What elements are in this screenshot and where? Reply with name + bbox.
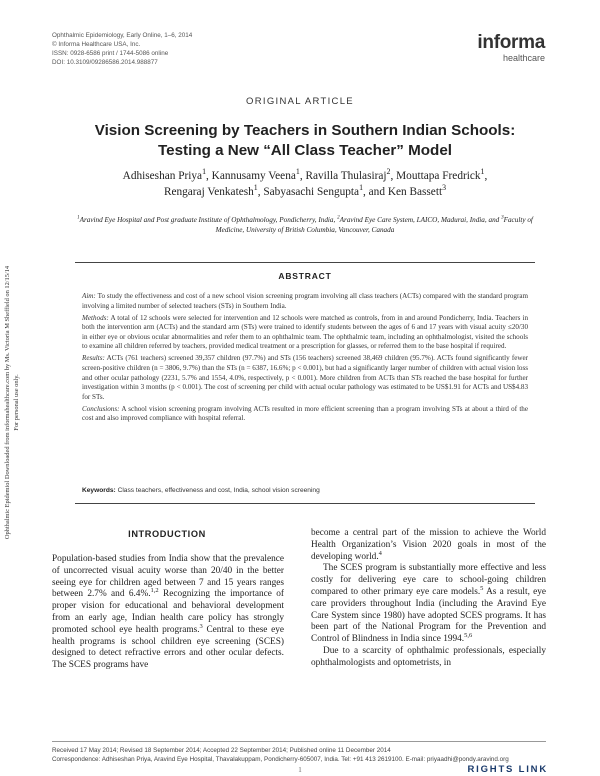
publisher-sub: healthcare bbox=[502, 53, 545, 63]
keywords bbox=[82, 487, 528, 494]
citation-ref: 5,6 bbox=[464, 632, 473, 640]
citation-ref: 3 bbox=[199, 622, 203, 630]
watermark-line-2: For personal use only. bbox=[12, 374, 20, 431]
correspondence: Correspondence: Adhiseshan Priya, Aravind Eye Hospital, Thavalakuppam, Pondicherry-605007, India. Tel: +91 413 2619100. E-mail: priyaadhi@pondy.aravind.org bbox=[52, 756, 509, 763]
abstract-results: Results: ACTs (761 teachers) screened 39,357 children (97.7%) and STs (156 teachers) screened 38,469 children (95.7%). ACTs found significantly fewer screen-positive children (n = 3806, 9.7%) than the STs (n = 6387, 16.6%; p < 0.001), but had a significantly larger number of children with actual vision loss and other ocular pathology (2231, 5.7% and 1554, 4.0%, respectively, p < 0.001). More children from ACTs than STs reached the base hospital for further investigation within 3 months (p < 0.001). The cost of screening per child with actual ocular pathology was estimated to be US$1.91 for ACTs and US$4.83 for STs. bbox=[82, 354, 528, 401]
author: Kannusamy Veena bbox=[211, 170, 296, 182]
footer-notes bbox=[52, 746, 546, 764]
paragraph: Due to a scarcity of ophthalmic professionals, especially ophthalmologists and optometrists, in bbox=[311, 645, 546, 668]
abstract-conclusions: Conclusions: A school vision screening program involving ACTs resulted in more efficient screening than a program involving STs at about a third of the cost and also improved compliance with hospital referral. bbox=[82, 404, 528, 423]
author: Adhiseshan Priya bbox=[122, 170, 203, 182]
keywords-label: Keywords: bbox=[82, 487, 116, 494]
download-watermark bbox=[0, 205, 32, 605]
paragraph: Population-based studies from India show that the prevalence of uncorrected visual acuity worse than 20/40 in the better seeing eye for children aged between 7 and 15 years ranges between 2.7% and 6.4%.$^{1,2}$ Recognizing the importance of proper vision for educational and behavioral development from an early age, Indian health care policy has strongly promoted school eye health programs.$^3$ Central to these eye health programs is school children eye screening (SCES) designed to detect refractive errors and other ocular defects. The SCES programs have bbox=[52, 554, 284, 671]
keywords-text: Class teachers, effectiveness and cost, India, school vision screening bbox=[117, 487, 320, 494]
body-column-right bbox=[311, 528, 546, 670]
paragraph: The SCES program is substantially more effective and less costly for delivering eye care to school-going children compared to other primary eye care models.$^5$ As a result, eye care providers throughout India (including the Aravind Eye Care System since 1980) have adopted SCES programs. It has been part of the National Program for the Prevention and Control of Blindness in India since 1994.$^{5,6}$ bbox=[311, 563, 546, 645]
author: Rengaraj Venkatesh bbox=[163, 186, 254, 198]
rightslink-text: RIGHTS LINK bbox=[467, 764, 548, 775]
citation-ref: 5 bbox=[480, 584, 484, 592]
paragraph: become a central part of the mission to achieve the World Health Organization’s Vision 2020 goals in most of the developing world.$^4$ bbox=[311, 528, 546, 562]
author: Ken Bassett bbox=[387, 186, 443, 198]
received-dates: Received 17 May 2014; Revised 18 September 2014; Accepted 22 September 2014; Published online 11 December 2014 bbox=[52, 747, 391, 754]
author: Mouttapa Fredrick bbox=[396, 170, 481, 182]
citation-ref: 4 bbox=[378, 549, 382, 557]
publisher-brand: informa bbox=[477, 32, 545, 53]
introduction-heading: INTRODUCTION bbox=[128, 529, 206, 539]
body-column-left bbox=[52, 554, 284, 672]
author: Sabyasachi Sengupta bbox=[263, 186, 360, 198]
rightslink-logo[interactable] bbox=[468, 764, 549, 775]
journal-citation: Ophthalmic Epidemiology, Early Online, 1–6, 2014 bbox=[52, 32, 193, 39]
footer-divider bbox=[52, 741, 546, 742]
article-title: Vision Screening by Teachers in Southern Indian Schools: Testing a New “All Class Teacher” Model bbox=[94, 122, 516, 159]
article-type: ORIGINAL ARTICLE bbox=[246, 96, 354, 107]
copyright-line: © Informa Healthcare USA, Inc. bbox=[52, 41, 141, 48]
author: Ravilla Thulasiraj bbox=[305, 170, 387, 182]
author-list: Adhiseshan Priya$^1$, Kannusamy Veena$^1$, Ravilla Thulasiraj$^2$, Mouttapa Fredrick$^1$, Rengaraj Venkatesh$^1$, Sabyasachi Sengupta$^1$, and Ken Bassett$^3$ bbox=[122, 167, 488, 198]
journal-meta bbox=[52, 31, 192, 67]
abstract-aim: Aim: To study the effectiveness and cost of a new school vision screening program involving all class teachers (ACTs) compared with the standard program involving a limited number of selected teachers (STs) in Southern India. bbox=[82, 292, 528, 310]
abstract-methods: Methods: A total of 12 schools were selected for intervention and 12 schools were matched as controls, from in and around Pondicherry, India. Teachers in both the intervention arm (ACTs) and the standard arm (STs) were trained to identify students between the ages of 6 and 17 years with visual acuity ≤20/30 in either eye or obvious ocular abnormalities and refer them to an ophthalmic team. The ophthalmic team, including an ophthalmologist, visited the schools to examine all children referred by teachers, provided medical treatment or a prescription for glasses, or referred them to the base hospital if required. bbox=[82, 313, 528, 351]
affiliations: $^1$Aravind Eye Hospital and Post graduate Institute of Ophthalmology, Pondicherry, India, $^2$Aravind Eye Care System, LAICO, Madurai, India, and $^3$Faculty of Medicine, University of British Columbia, Vancouver, Canada bbox=[77, 215, 533, 234]
issn-line: ISSN: 0928-6586 print / 1744-5086 online bbox=[52, 50, 169, 57]
citation-ref: 1,2 bbox=[150, 587, 159, 595]
page-number: 1 bbox=[298, 766, 302, 774]
publisher-logo bbox=[477, 33, 545, 63]
watermark-line-1: Ophthalmic Epidemiol Downloaded from informahealthcare.com by Ms. Victoria M Sheffield on 12/15/14 bbox=[4, 265, 11, 540]
doi-line: DOI: 10.3109/09286586.2014.988877 bbox=[52, 59, 158, 66]
abstract-body bbox=[82, 292, 528, 426]
abstract-heading: ABSTRACT bbox=[278, 271, 332, 281]
